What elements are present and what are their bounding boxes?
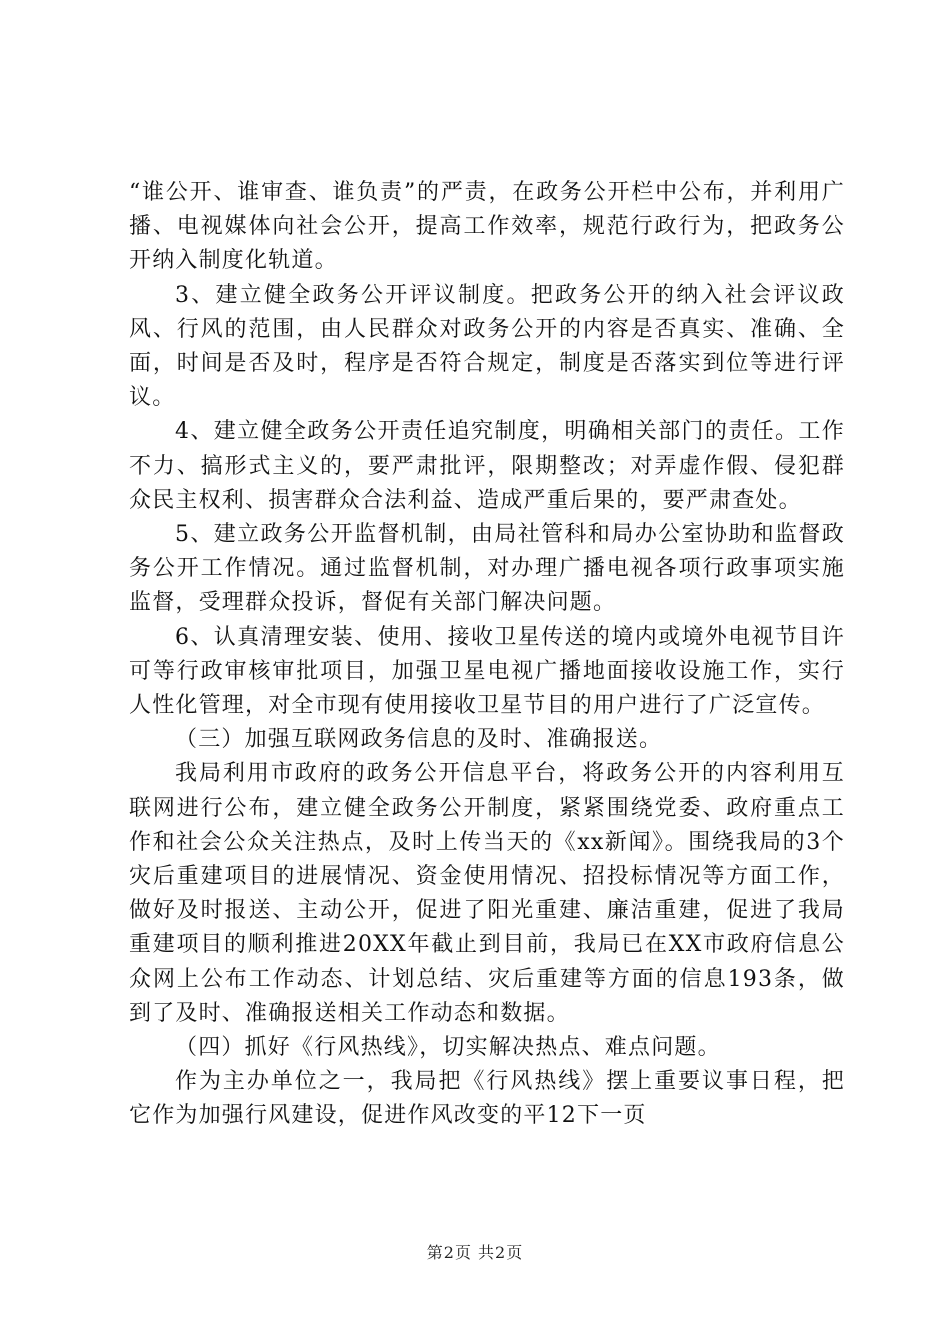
- section-heading-4: （四）抓好《行风热线》，切实解决热点、难点问题。: [175, 1035, 721, 1061]
- paragraph-7: 作为主办单位之一，我局把《行风热线》摆上重要议事日程，把它作为加强行风建设，促进作风改变的平12下一页: [129, 1069, 845, 1129]
- page-footer: 第2页 共2页: [426, 1243, 524, 1262]
- paragraph-3: 4、建立健全政务公开责任追究制度，明确相关部门的责任。工作不力、搞形式主义的，要严肃批评，限期整改；对弄虚作假、侵犯群众民主权利、损害群众合法利益、造成严重后果的，要严肃查处。: [129, 419, 845, 513]
- section-heading-3: （三）加强互联网政务信息的及时、准确报送。: [175, 727, 663, 753]
- paragraph-6: 我局利用市政府的政务公开信息平台，将政务公开的内容利用互联网进行公布，建立健全政务公开制度，紧紧围绕党委、政府重点工作和社会公众关注热点，及时上传当天的《xx新闻》。围绕我局的3个灾后重建项目的进展情况、资金使用情况、招投标情况等方面工作，做好及时报送、主动公开，促进了阳光重建、廉洁重建，促进了我局重建项目的顺利推进20XX年截止到目前，我局已在XX市政府信息公众网上公布工作动态、计划总结、灾后重建等方面的信息193条，做到了及时、准确报送相关工作动态和数据。: [129, 761, 845, 1026]
- paragraph-2: 3、建立健全政务公开评议制度。把政务公开的纳入社会评议政风、行风的范围，由人民群众对政务公开的内容是否真实、准确、全面，时间是否及时，程序是否符合规定，制度是否落实到位等进行评议。: [129, 282, 845, 411]
- paragraph-4: 5、建立政务公开监督机制，由局社管科和局办公室协助和监督政务公开工作情况。通过监督机制，对办理广播电视各项行政事项实施监督，受理群众投诉，督促有关部门解决问题。: [129, 522, 845, 616]
- paragraph-5: 6、认真清理安装、使用、接收卫星传送的境内或境外电视节目许可等行政审核审批项目，加强卫星电视广播地面接收设施工作，实行人性化管理，对全市现有使用接收卫星节目的用户进行了广泛宣传。: [129, 624, 845, 719]
- document-body: [129, 176, 845, 1134]
- paragraph-1: “谁公开、谁审查、谁负责”的严责，在政务公开栏中公布，并利用广播、电视媒体向社会公开，提高工作效率，规范行政行为，把政务公开纳入制度化轨道。: [129, 180, 845, 274]
